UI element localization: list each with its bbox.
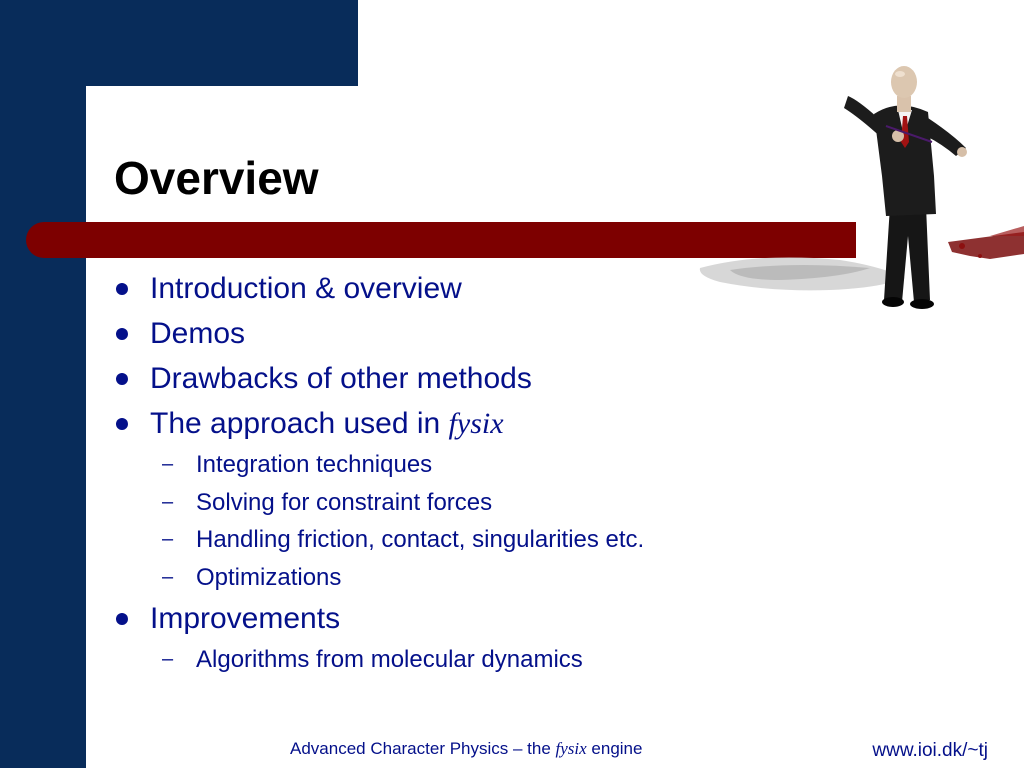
bullet-dot <box>116 613 128 625</box>
bullet-dot <box>116 373 128 385</box>
sub-bullet-item <box>114 521 644 559</box>
sub-bullet-text: Optimizations <box>196 563 342 591</box>
bullet-text: Improvements <box>150 602 341 635</box>
top-navy-band <box>0 0 358 86</box>
sub-bullet-dash: – <box>162 565 174 588</box>
bullet-item <box>114 311 644 356</box>
sub-bullet-dash: – <box>162 648 174 670</box>
bullet-dot <box>116 328 128 340</box>
slide-title: Overview <box>114 152 319 204</box>
footer-engine-name: fysix <box>555 739 587 758</box>
bullet-text: Drawbacks of other methods <box>150 362 532 395</box>
bullet-dot <box>116 418 128 430</box>
bullet-text: Demos <box>150 317 246 350</box>
sub-bullet-item <box>114 641 644 679</box>
bullet-dot <box>116 283 128 295</box>
footer-prefix: Advanced Character Physics – the <box>290 739 556 758</box>
sub-bullet-item <box>114 484 644 522</box>
bullet-text: The approach used in <box>150 407 449 440</box>
sub-bullet-item <box>114 559 644 597</box>
bullet-list <box>114 266 644 679</box>
bullet-item <box>114 596 644 641</box>
sub-bullet-text: Algorithms from molecular dynamics <box>196 646 583 673</box>
bullet-text: Introduction & overview <box>150 272 462 305</box>
sub-bullet-dash: – <box>162 490 174 513</box>
sub-bullet-text: Solving for constraint forces <box>196 488 493 516</box>
left-navy-band <box>0 0 86 768</box>
bullet-item <box>114 401 644 446</box>
bullet-item <box>114 356 644 401</box>
suited-man-illustration <box>690 56 1024 326</box>
bullet-item <box>114 266 644 311</box>
engine-name: fysix <box>448 407 504 440</box>
sub-bullet-dash: – <box>162 528 174 550</box>
footer-title <box>290 738 642 760</box>
sub-bullet-text: Handling friction, contact, singularities etc. <box>196 526 645 553</box>
footer-url: www.ioi.dk/~tj <box>872 740 988 761</box>
footer-suffix: engine <box>586 739 643 758</box>
sub-bullet-dash: – <box>162 453 174 475</box>
sub-bullet-item <box>114 446 644 484</box>
sub-bullet-text: Integration techniques <box>196 451 433 478</box>
